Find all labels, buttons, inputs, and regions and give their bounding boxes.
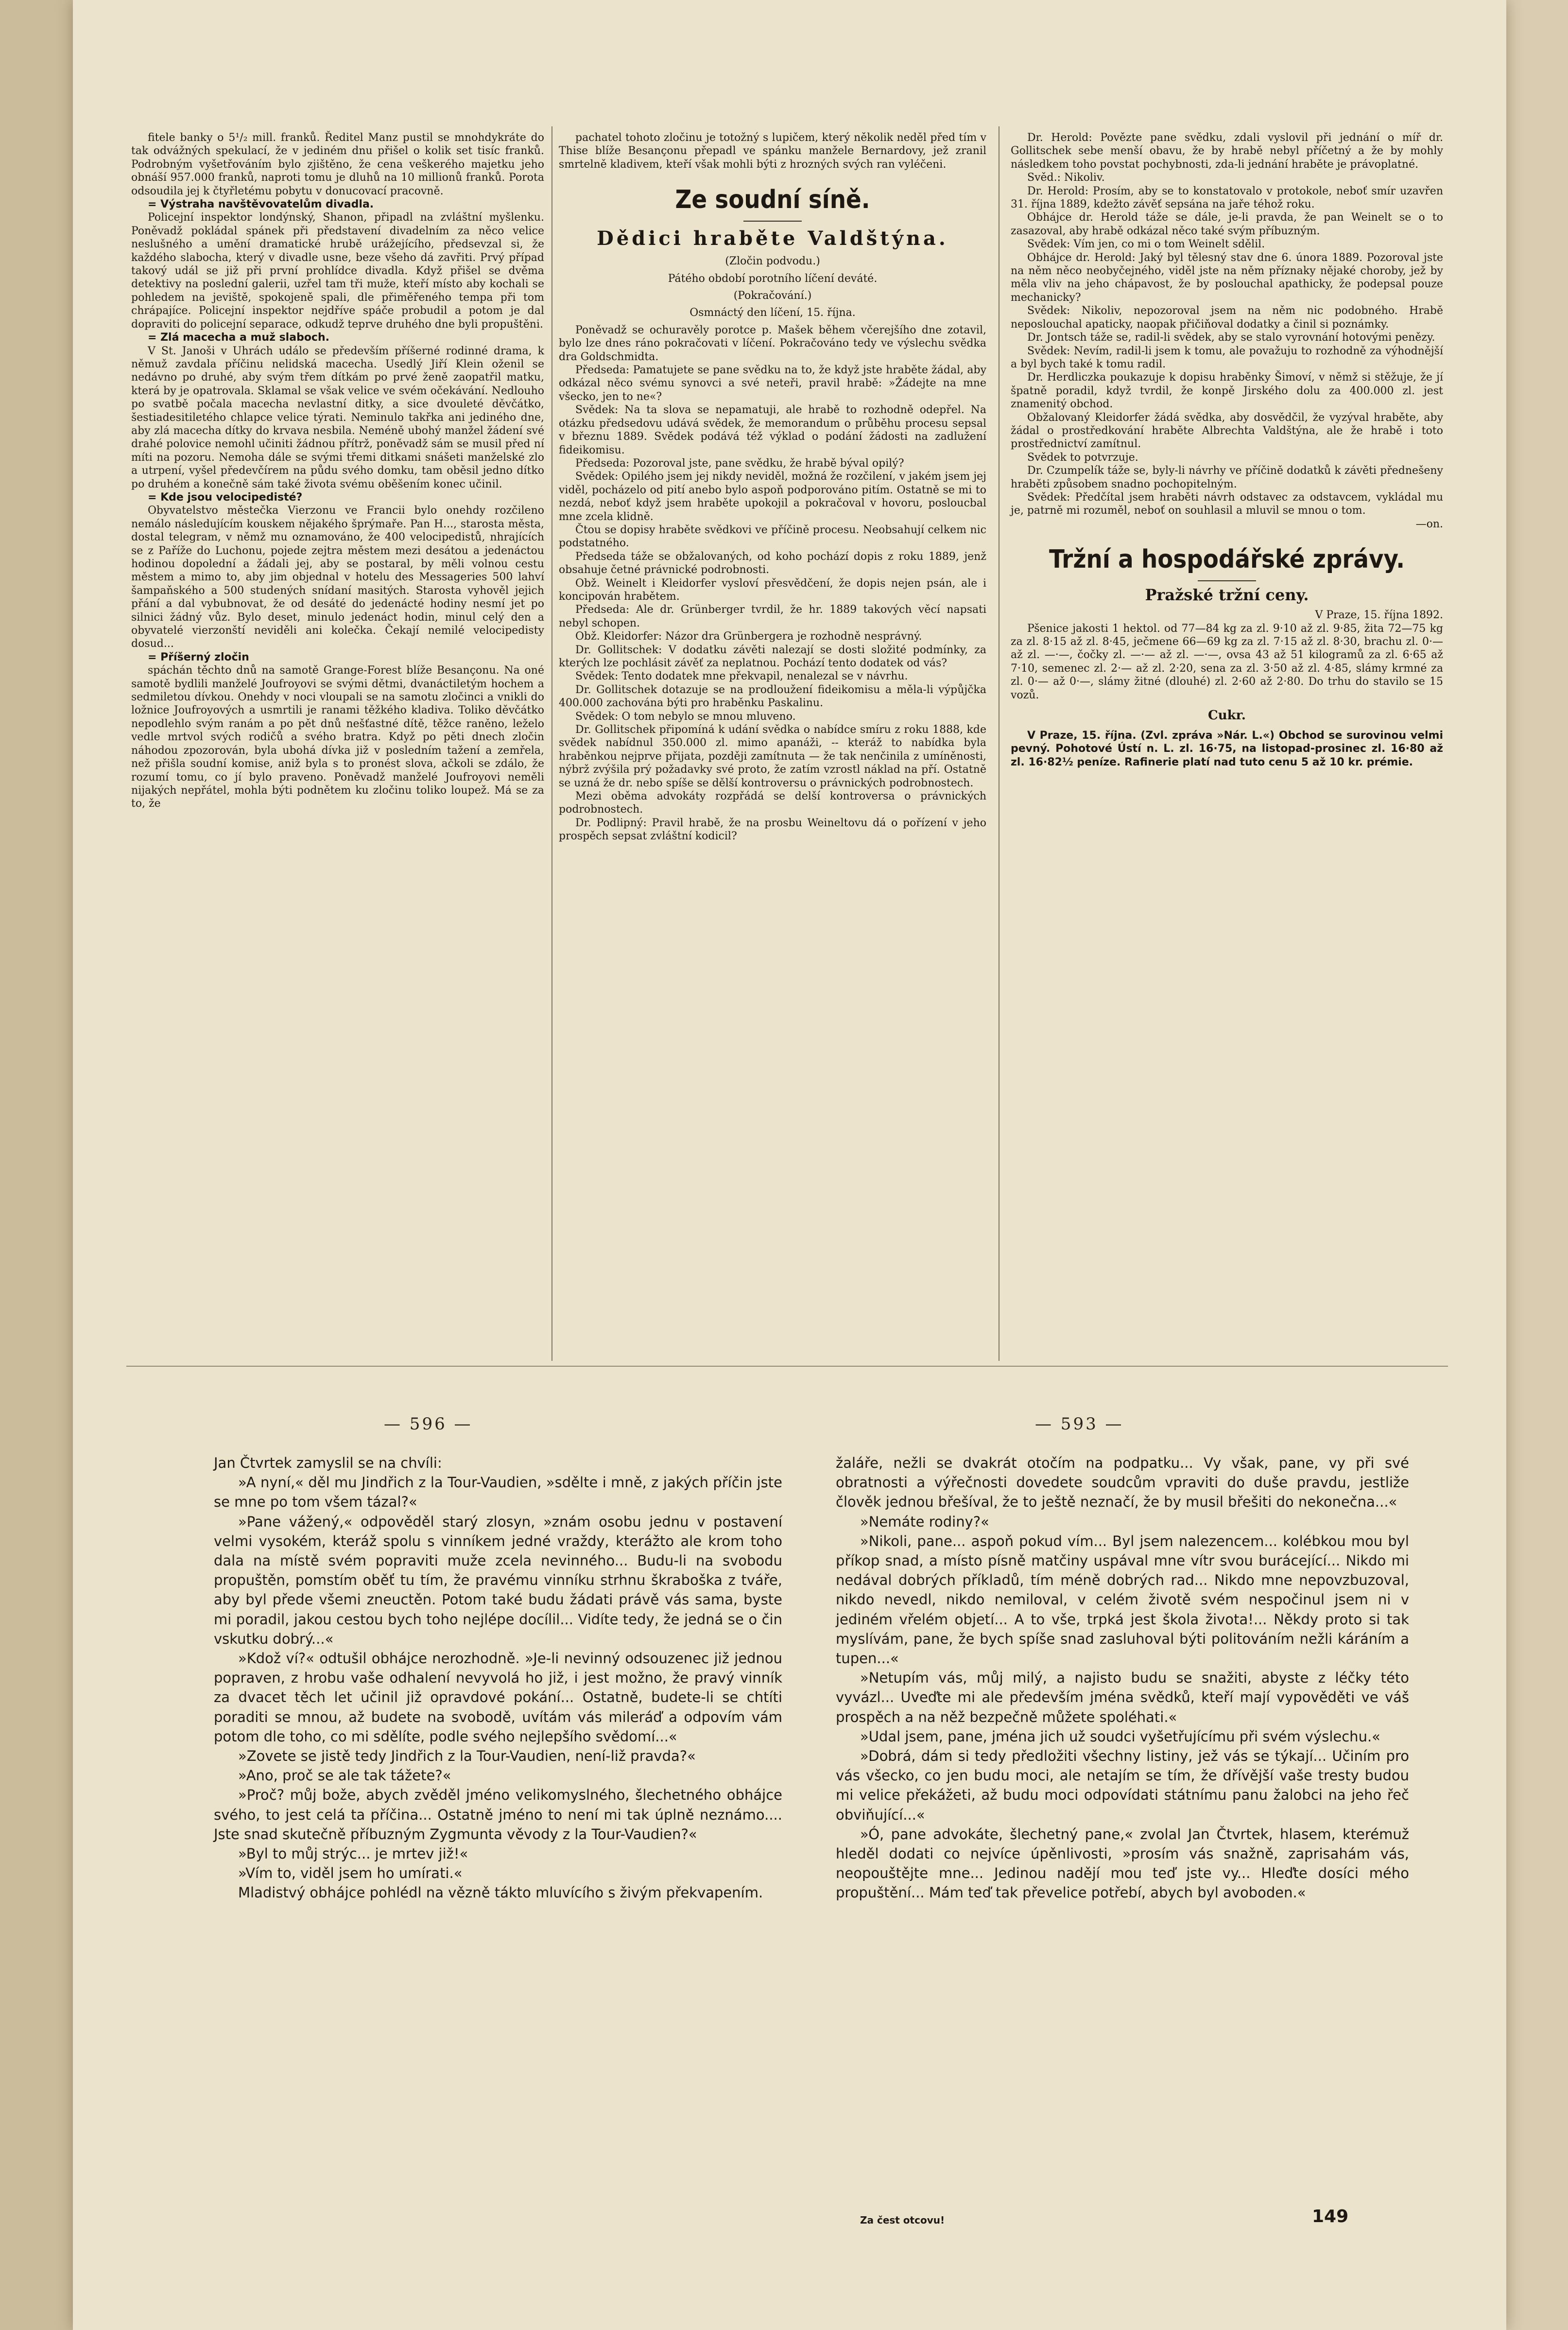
page-number-left: — 596 — (384, 1414, 473, 1434)
paragraph: »Pane vážený,« odpověděl starý zlosyn, »znám osobu jednu v postavení velmi vysokém, kteráž spolu s vinníkem jedné vraždy, kterážto ale krom toho dala na místě svém popraviti muže zcela nevinného... Budu-li na svobodu propuštěn, pomstím oběť tu tím, že pravému vinníku strhnu škraboška z tváře, aby byl přede všemi zneuctěn. Potom také budu žádati právě vás sama, byste mi poradil, jakou cestou bych toho nejlépe docílil... Vidíte tedy, že jedná se o čin vskutku dobrý...« (214, 1513, 787, 1647)
market-title: Pražské tržní ceny. (1145, 586, 1309, 605)
paragraph: Obž. Kleidorfer: Názor dra Grünbergera je rozhodně nesprávný. (575, 630, 922, 643)
sugar-text: V Praze, 15. října. (Zvl. zpráva »Nár. L.«) Obchod se surovinou velmi pevný. Pohotové Ústí n. L. zl. 16·75, na listopad-prosinec zl. 16·80 až zl. 16·82½ peníze. Rafinerie platí nad tuto cenu 5 až 10 kr. prémie. (1011, 730, 1447, 768)
paragraph: Svědek: Nikoliv, nepozoroval jsem na něm nic podobného. Hrabě neposlouchal apaticky, naopak přičiňoval dodatky a činil si poznámky. (1011, 305, 1447, 330)
novel-left-column (214, 1453, 787, 1903)
news-heading: = Příšerný zločin (148, 651, 249, 663)
paragraph: »Proč? můj bože, abych zvěděl jméno velikomyslného, šlechetného obhájce svého, to jest celá ta příčina... Ostatně jméno to není mi tak úplně neznámo.... Jste snad skutečně příbuzným Zygmunta věvody z la Tour-Vaudien?« (214, 1787, 787, 1843)
paragraph: Předseda: Ale dr. Grünberger tvrdil, že hr. 1889 takových věcí napsati nebyl schopen. (559, 604, 990, 629)
paragraph: Poněvadž se ochuravěly porotce p. Mašek během včerejšího dne zotavil, bylo lze dnes ráno pokračovati v líčení. Pokračováno tedy ve výslechu svědka dra Goldschmidta. (559, 324, 990, 363)
paragraph: Čtou se dopisy hraběte svědkovi ve příčině procesu. Neobsahují celkem nic podstatného. (559, 523, 990, 550)
paragraph: Obyvatelstvo městečka Vierzonu ve Francii bylo onehdy rozčileno nemálo následujícím kouskem nějakého šprýmaře. Pan H..., starosta města, dostal telegram, v němž mu oznamováno, že 400 velocipedistů, nhrajících se z Paříže do Luchonu, pojede zejtra městem mezi desátou a jedenáctou hodinou dopolední a žádali jej, aby se postaral, by měli volnou cestu městem a mimo to, aby jim objednal v hotelu des Messageries 500 lahví šampaňského a 500 studených snídaní masitých. Starosta vyhověl jejich přání a dal vybubnovat, že od desáté do jedenácté hodiny nesmí jet po silnici žádný vůz. Bylo deset, minulo jedenáct hodin, minul celý den a obyvatelé vierzonští neviděli ani kolečka. Čekají nemilé velocipedisty dosud... (131, 504, 548, 650)
paragraph: fitele banky o 5¹/₂ mill. franků. Ředitel Manz pustil se mnohdykráte do tak odvážných spekulací, že v jediném dnu přišel o kolik set tisíc franků. Podrobným vyšetřováním bylo zjištěno, že cena veškerého majetku jeho obnáší 957.000 franků, naproti tomu je dluhů na 10 millionů franků. Porota odsoudila jej k čtyřletému pobytu v donucovací pracovně. (131, 132, 548, 197)
column-divider (551, 126, 552, 1361)
paragraph: »Zovete se jistě tedy Jindřich z la Tour-Vaudien, není-liž pravda?« (238, 1748, 696, 1765)
news-heading: = Výstraha navštěvovatelům divadla. (148, 198, 374, 211)
section-title: Tržní a hospodářské zprávy. (1049, 545, 1405, 574)
column-right (1011, 131, 1447, 769)
paragraph: Dr. Gollitschek: V dodatku závěti nalezají se dosti složité podmínky, za kterých lze pochlásit závěť za neplatnou. Pochází tento dodatek od vás? (559, 643, 990, 669)
subtitle: (Zločin podvodu.) (725, 255, 820, 268)
subtitle: Pátého období porotního líčení deváté. (668, 272, 878, 285)
paragraph: »Vím to, viděl jsem ho umírati.« (238, 1865, 463, 1882)
article-title: Dědici hraběte Valdštýna. (597, 227, 948, 250)
page-number-right: — 593 — (1035, 1414, 1124, 1434)
paragraph: Dr. Herdliczka poukazuje k dopisu hraběnky Šimoví, v němž si stěžuje, že jí špatně poradil, když tvrdil, že konpě Jirského dolu za 400.000 zl. jest znamenitý obchod. (1011, 371, 1447, 411)
subtitle: Osmnáctý den líčení, 15. října. (689, 307, 856, 319)
paragraph: Dr. Gollitschek připomíná k udání svědka o nabídce smíru z roku 1888, kde svědek nabídnul 350.000 zl. mimo apanáži, -- kteráž to nabídka byla hraběnkou nejprve přijata, později zamítnuta — že tak nenčinila z umíněnosti, nýbrž zvýšila prý požadavky své proto, že zatím vzrostl náklad na pří. Ostatně se uzná že dr. nebo spíše se dělší kontroversu o právnických podrobnostech. (559, 724, 990, 789)
newspaper-page (73, 0, 1506, 2330)
paragraph: »Nikoli, pane... aspoň pokud vím... Byl jsem nalezencem... kolébkou mou byl příkop snad, a místo písně matčiny uspával mne vítr svou burácející... Nikdo mi nedával dobrých příkladů, tím méně dobrých rad... Nikdo mne nepovzbuzoval, nikdo nevedl, nikdo nemiloval, v celém životě svém nespočinul jsem ni v jediném vřelém objetí... A to vše, trpká jest škola života!... Někdy proto si tak myslívám, pane, že bych spíše snad zasluhoval býti politováním nežli káráním a tupen...« (836, 1532, 1414, 1667)
paragraph: Svědek to potvrzuje. (1027, 451, 1138, 464)
paragraph: spáchán těchto dnů na samotě Grange-Forest blíže Besançonu. Na oné samotě bydlili manželé Joufroyovi se svými dětmi, dvanáctiletým hochem a sedmiletou dívkou. Onehdy v noci vloupali se na samotu zločinci a vnikli do ložnice Joufroyových a usmrtili je ranami těžkého kladiva. Toliko děvčátko nepodlehlo svým ranám a po pět dnů nešťastné dítě, těžce raněno, leželo vedle mrtvol svých rodičů a svého bratra. Když po pěti dnech zločin náhodou zpozorován, byla ubohá dívka již v posledním tažení a zemřela, než přišla soudní komise, aniž byla s to pronést slova, ačkoli se zdálo, že rozumí tomu, co jí bylo praveno. Poněvadž manželé Joufroyovi neměli nijakých nepřátel, mohla býti podnětem ku zločinu toliko loupež. Má se za to, že (131, 664, 548, 810)
paragraph: Svědek: Předčítal jsem hraběti návrh odstavec za odstavcem, vykládal mu je, patrně mi rozuměl, neboť on souhlasil a mluvil se mnou o tom. (1011, 491, 1447, 517)
divider (743, 221, 802, 222)
market-date: V Praze, 15. října 1892. (1315, 609, 1443, 622)
paragraph: Obhájce dr. Herold táže se dále, je-li pravda, že pan Weinelt se o to zasazoval, aby hrabě odkázal něco také svým příbuzným. (1011, 211, 1447, 237)
paragraph: »Dobrá, dám si tedy předložiti všechny listiny, jež vás se týkají... Učiním pro vás všecko, co jen budu moci, ale netajím se tím, že dřívější vaše tresty budou mi velice překážeti, až budu moci odpovídati státnímu panu žalobci na jeho řeč obviňující...« (836, 1748, 1414, 1823)
news-heading: = Zlá macecha a muž slaboch. (148, 331, 329, 344)
paragraph: Dr. Gollitschek dotazuje se na prodloužení fideikomisu a měla-li výpůjčka 400.000 zachována býti pro hraběnku Paskalinu. (559, 683, 990, 710)
paragraph: »Ano, proč se ale tak tážete?« (238, 1767, 451, 1784)
news-heading: = Kde jsou velocipedisté? (148, 491, 303, 504)
paragraph: Svědek: Opilého jsem jej nikdy neviděl, možná že rozčilení, v jakém jsem jej viděl, pocházelo od pití anebo bylo aspoň podporováno pitím. Ostatně se mi to nezdá, neboť když jsem hraběte upokojil a pokračoval v hovoru, posloucbal mne zcela klidně. (559, 470, 990, 523)
paragraph: »Udal jsem, pane, jména jich už soudci vyšetřujícímu při svém výslechu.« (860, 1728, 1380, 1745)
paragraph: Dr. Jontsch táže se, radil-li svědek, aby se stalo vyrovnání hotovými penězy. (1027, 331, 1435, 344)
paragraph: Obžalovaný Kleidorfer žádá svědka, aby dosvědčil, že vyzýval hraběte, aby žádal o prostředkování hraběte Albrechta Valdštýna, ale že hrabě i toto prostřednictví zamítnul. (1011, 411, 1447, 451)
paragraph: »Netupím vás, můj milý, a najisto budu se snažiti, abyste z léčky této vyvázl... Uveďte mi ale především jména svědků, kteří mají vypověděti ve váš prospěch a na něž bezpečně můžete spoléhati.« (836, 1669, 1414, 1725)
paragraph: Předseda: Pamatujete se pane svědku na to, že když jste hraběte žádal, aby odkázal něco svému synovci a své neteři, pravil hrabě: »Žádejte na mne všecko, jen to ne«? (559, 364, 990, 403)
paragraph: Policejní inspektor londýnský, Shanon, připadl na zvláštní myšlenku. Poněvadž pokládal spánek při představení divadelním za něco velice neslušného a umění dramatické hrubě urážejícího, předsevzal si, že každého slabocha, který v divadle usne, beze všeho dá zavřiti. Prvý případ takový udál se již při první prohlídce divadla. Když přišel se dvěma detektivy na poslední galerii, uzřel tam tři muže, kteří místo aby kochali se pohledem na jeviště, spokojeně spali, dle přiměřeného tempa při tom chrápajíce. Policejní inspektor nejdříve spáče probudil a potom je dal dopraviti do policejní separace, odkudž teprve druhého dne byli propuštěni. (131, 211, 548, 330)
folio-number: 149 (1312, 2207, 1349, 2226)
novel-right-column (836, 1453, 1414, 1903)
paragraph: »Kdož ví?« odtušil obhájce nerozhodně. »Je-li nevinný odsouzenec již jednou popraven, z hrobu vaše odhalení nevyvolá ho již, i jest možno, že pravý vinník za dvacet těch let učinil již opravdové pokání... Ostatně, budete-li se chtíti poraditi se mnou, až budete na svobodě, uvítám vás mileráď a odpovím vám potom dle toho, co mi sdělíte, podle svého nejlepšího svědomí...« (214, 1650, 787, 1745)
divider (1198, 580, 1256, 581)
paragraph: »Byl to můj strýc... je mrtev již!« (238, 1845, 468, 1862)
paragraph: Svědek: O tom nebylo se mnou mluveno. (575, 710, 796, 723)
paragraph: Dr. Podlipný: Pravil hrabě, že na prosbu Weineltovu dá o pořízení v jeho prospěch sepsat zvláštní kodicil? (559, 817, 990, 843)
paragraph: V St. Janoši v Uhrách událo se především příšerné rodinné drama, k němuž zavdala příčinu nelidská macecha. Usedlý Jiří Klein oženil se nedávno po druhé, aby svým třem dítkám po prvé ženě zaopatřil matku, která by je opatrovala. Sklamal se však velice ve svém očekávání. Nedlouho po svatbě počala macecha nevlastní ditky, a sice dvouleté děvčátko, šestiadesitiletého chlapce velice týrati. Neminulo takřka ani jediného dne, aby zlá macecha dítky do krvava nesbila. Neméně ubohý manžel žádení své drahé polovice nemohl učiniti žádnou přítrž, poněvadž sám se musil před ní míti na pozoru. Nemoha dále se svými třemi ditkami snášeti manželské zlo a utrpení, vyšel předevčírem na půdu svého domku, tam oběsil jedno dítko po druhém a konečně sám také života svému oběšením konec učinil. (131, 345, 548, 490)
paragraph: Předseda táže se obžalovaných, od koho pochází dopis z roku 1889, jenž obsahuje četné právnické podrobnosti. (559, 550, 990, 576)
paragraph: Obhájce dr. Herold: Jaký byl tělesný stav dne 6. února 1889. Pozoroval jste na něm něco neobyčejného, viděl jste na něm příznaky nějaké choroby, jež by měla vliv na jeho chápavost, že by poslouchal apathicky, že podepsal pouze mechanicky? (1011, 251, 1447, 304)
running-footer: Za čest otcovu! (860, 2214, 945, 2226)
paragraph: Mezi oběma advokáty rozpřádá se delší kontroversa o právnických podrobnostech. (559, 790, 990, 816)
paragraph: Obž. Weinelt i Kleidorfer vysloví přesvědčení, že dopis nejen psán, ale i koncipován hrabětem. (559, 577, 990, 603)
paragraph: Svědek: Na ta slova se nepamatuji, ale hrabě to rozhodně odepřel. Na otázku předsedovu udává svědek, že memorandum o průběhu procesu sepsal v březnu 1889. Svědek podává též výklad o podání žádosti na zadlužení fideikomisu. (559, 404, 990, 456)
paragraph: Mladistvý obhájce pohlédl na vězně tákto mluvícího s živým překvapením. (238, 1884, 763, 1901)
section-title: Ze soudní síně. (675, 185, 870, 215)
paragraph: žaláře, nežli se dvakrát otočím na podpatku... Vy však, pane, vy při své obratnosti a výřečnosti dovedete soudcům vpraviti do duše pravdu, jestliže člověk jednou břešíval, že to ještě neznačí, že by musil břešiti do nekonečna...« (836, 1455, 1414, 1511)
paragraph: Svěd.: Nikoliv. (1027, 172, 1105, 184)
paragraph: Dr. Herold: Povězte pane svědku, zdali vyslovil při jednání o míř dr. Gollitschek sebe menší obavu, že by hrabě nebyl příčetný a že by mohly následkem toho povstat pochybnosti, zda-li jednání hraběte je právoplatné. (1011, 132, 1447, 171)
page-divider (126, 1366, 1448, 1367)
paragraph: Předseda: Pozoroval jste, pane svědku, že hrabě býval opilý? (575, 457, 904, 469)
column-middle (559, 131, 990, 843)
paragraph: »Ó, pane advokáte, šlechetný pane,« zvolal Jan Čtvrtek, hlasem, kterémuž hleděl dodati co nejvíce úpěnlivosti, »prosím vás snažně, zaprisahám vás, neopouštějte mne... Jedinou nadějí mou teď jste vy... Hleďte dosíci mého propuštění... Mám teď tak převelice potřebí, abych byl avoboden.« (836, 1826, 1414, 1901)
paragraph: »Nemáte rodiny?« (860, 1513, 989, 1530)
signature: —on. (1415, 518, 1443, 530)
paragraph: Dr. Czumpelík táže se, byly-li návrhy ve příčině dodatků k závěti přednešeny hraběti způsobem snadno pochopitelným. (1011, 465, 1447, 490)
paragraph: Dr. Herold: Prosím, aby se to konstatovalo v protokole, neboť smír uzavřen 31. října 1889, kdežto závěť sepsána na jaře téhož roku. (1011, 185, 1447, 211)
paragraph: Svědek: Tento dodatek mne překvapil, nenalezal se v návrhu. (575, 670, 908, 683)
paragraph: Jan Čtvrtek zamyslil se na chvíli: (214, 1455, 442, 1471)
paragraph: Svědek: Nevím, radil-li jsem k tomu, ale považuju to rozhodně za výhodnější a byl bych také k tomu radil. (1011, 345, 1447, 370)
paragraph: pachatel tohoto zločinu je totožný s lupičem, který několik neděl před tím v Thise blíže Besançonu přepadl ve spánku manžele Bernardovy, jež zranil smrtelně kladivem, kteří však mohli býti z hrozných svých ran vyléčeni. (559, 132, 990, 171)
paragraph: »A nyní,« děl mu Jindřich z la Tour-Vaudien, »sdělte i mně, z jakých příčin jste se mne po tom všem tázal?« (214, 1474, 787, 1511)
page-edge (0, 0, 73, 2330)
market-text: Pšenice jakosti 1 hektol. od 77—84 kg za zl. 9·10 až zl. 9·85, žita 72—75 kg za zl. 8·15 až zl. 8·45, ječmene 66—69 kg za zl. 7·15 až zl. 8·30, brachu zl. 0·— až zl. —·—, čočky zl. —·— až zl. —·—, ovsa 43 až 51 kilogramů za zl. 6·65 až 7·10, semenec zl. 2·— až zl. 2·20, sena za zl. 3·50 až zl. 4·85, slámy krmné za zl. 0·— až 0·—, slámy žitné (dlouhé) zl. 2·60 až 2·80. Do trhu do stavilo se 15 vozů. (1011, 622, 1447, 701)
sugar-title: Cukr. (1208, 708, 1246, 723)
column-left (131, 131, 548, 811)
subtitle: (Pokračování.) (733, 290, 812, 302)
paragraph: Svědek: Vím jen, co mi o tom Weinelt sdělil. (1027, 238, 1265, 251)
